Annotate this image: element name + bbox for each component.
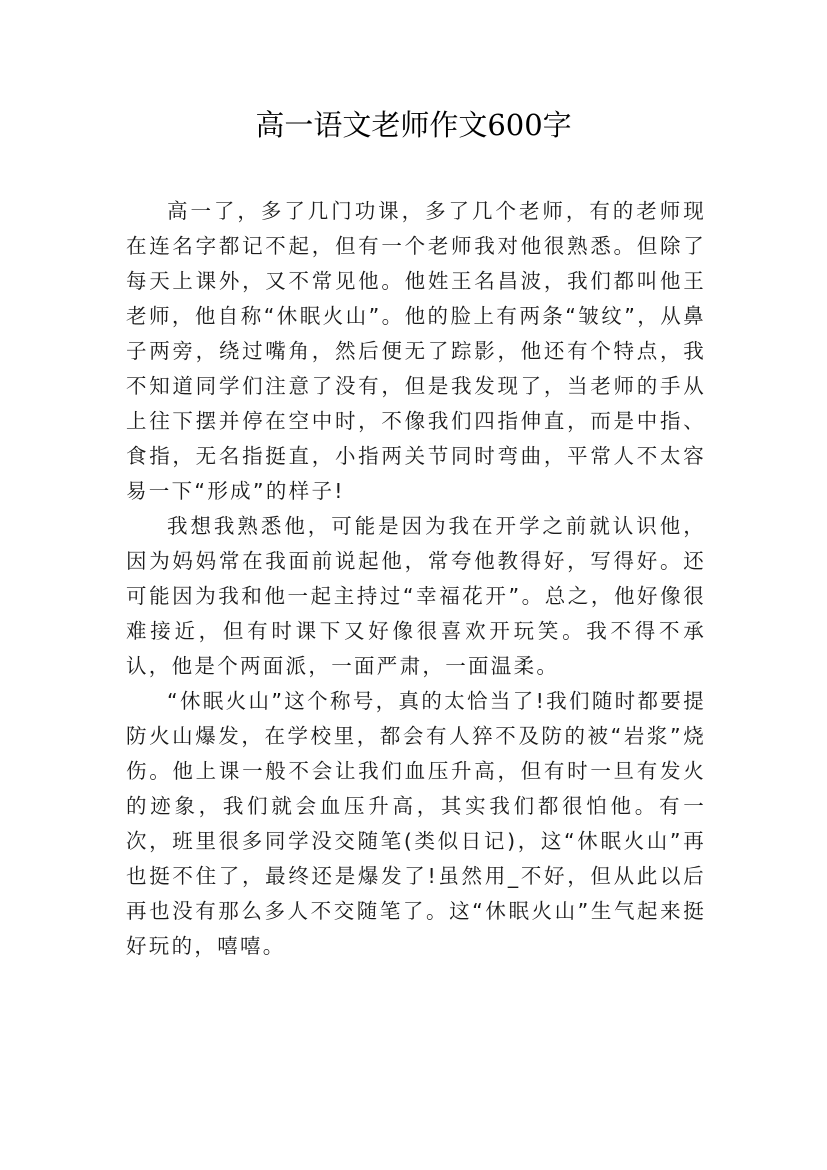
paragraph-3: “休眠火山”这个称号，真的太恰当了!我们随时都要提防火山爆发，在学校里，都会有人猝不及防的被“岩浆”烧伤。他上课一般不会让我们血压升高，但有时一旦有发火的迹象，我们就会血压升高，其实我们都很怕他。有一次，班里很多同学没交随笔(类似日记)，这“休眠火山”再也挺不住了，最终还是爆发了!虽然用_不好，但从此以后再也没有那么多人不交随笔了。这“休眠火山”生气起来挺好玩的，嘻嘻。 <box>126 689 706 958</box>
document-body <box>126 194 706 964</box>
paragraph-1: 高一了，多了几门功课，多了几个老师，有的老师现在连名字都记不起，但有一个老师我对他很熟悉。但除了每天上课外，又不常见他。他姓王名昌波，我们都叫他王老师，他自称“休眠火山”。他的脸上有两条“皱纹”，从鼻子两旁，绕过嘴角，然后便无了踪影，他还有个特点，我不知道同学们注意了没有，但是我发现了，当老师的手从上往下摆并停在空中时，不像我们四指伸直，而是中指、食指，无名指挺直，小指两关节同时弯曲，平常人不太容易一下“形成”的样子! <box>126 199 706 503</box>
paragraph-2: 我想我熟悉他，可能是因为我在开学之前就认识他，因为妈妈常在我面前说起他，常夸他教得好，写得好。还可能因为我和他一起主持过“幸福花开”。总之，他好像很难接近，但有时课下又好像很喜欢开玩笑。我不得不承认，他是个两面派，一面严肃，一面温柔。 <box>126 514 706 678</box>
document-title: 高一语文老师作文600字 <box>255 108 572 142</box>
